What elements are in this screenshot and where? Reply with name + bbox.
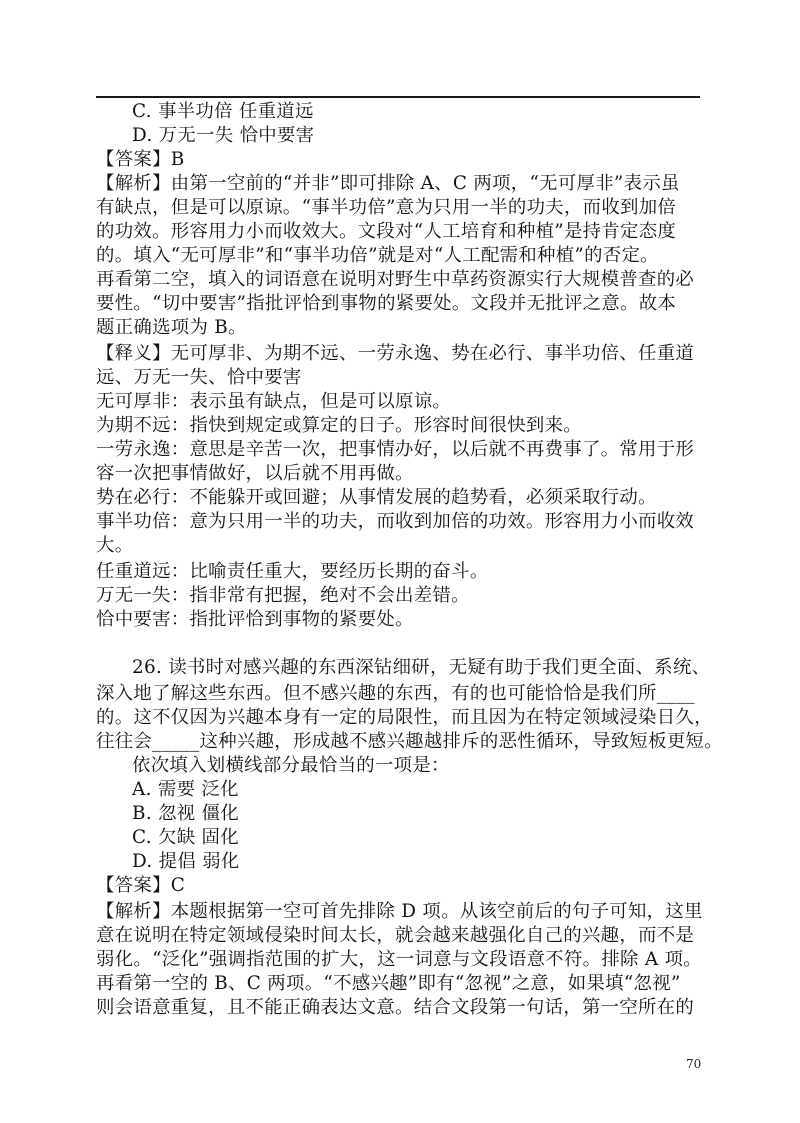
analysis-line: 题正确选项为 B。: [96, 317, 247, 338]
option-a: A. 需要 泛化: [132, 779, 239, 800]
definition-line: 事半功倍：意为只用一半的功夫，而收到加倍的功效。形容用力小而收效: [96, 511, 695, 532]
analysis-line: 再看第二空，填入的词语意在说明对野生中草药资源实行大规模普查的必: [96, 269, 695, 290]
analysis-line: 则会语意重复，且不能正确表达文意。结合文段第一句话，第一空所在的: [96, 997, 695, 1018]
analysis-line: 弱化。“泛化”强调指范围的扩大，这一词意与文段语意不符。排除 A 项。: [96, 949, 702, 970]
definition-line: 【释义】无可厚非、为期不远、一劳永逸、势在必行、事半功倍、任重道: [96, 343, 695, 364]
definition-line: 恰中要害：指批评恰到事物的紧要处。: [96, 609, 414, 630]
definition-line: 远、万无一失、恰中要害: [96, 367, 302, 388]
option-c: C. 欠缺 固化: [132, 827, 239, 848]
answer-label: 【答案】C: [96, 875, 186, 896]
header-rule: [96, 96, 700, 98]
analysis-line: 【解析】由第一空前的“并非”即可排除 A、C 两项，“无可厚非”表示虽: [96, 173, 680, 194]
question-stem-line: 往往会_____这种兴趣，形成越不感兴趣越排斥的恶性循环，导致短板更短。: [96, 731, 723, 752]
question-stem-line: 的。这不仅因为兴趣本身有一定的局限性，而且因为在特定领域浸染日久，: [96, 707, 713, 728]
analysis-line: 再看第一空的 B、C 两项。“不感兴趣”即有“忽视”之意，如果填“忽视”: [96, 973, 681, 994]
definition-line: 无可厚非：表示虽有缺点，但是可以原谅。: [96, 391, 452, 412]
definition-line: 任重道远：比喻责任重大，要经历长期的奋斗。: [96, 561, 489, 582]
analysis-line: 【解析】本题根据第一空可首先排除 D 项。从该空前后的句子可知，这里: [96, 901, 703, 922]
page-number: 70: [686, 1057, 702, 1071]
definition-line: 一劳永逸：意思是辛苦一次，把事情办好，以后就不再费事了。常用于形: [96, 439, 695, 460]
option-d: D. 提倡 弱化: [132, 851, 240, 872]
question-stem-line: 26. 读书时对感兴趣的东西深钻细研，无疑有助于我们更全面、系统、: [132, 657, 711, 678]
definition-line: 容一次把事情做好，以后就不用再做。: [96, 463, 414, 484]
analysis-line: 的功效。形容用力小而收效大。文段对“人工培育和种植”是持肯定态度: [96, 221, 677, 242]
answer-label: 【答案】B: [96, 149, 185, 170]
definition-line: 势在必行：不能躲开或回避；从事情发展的趋势看，必须采取行动。: [96, 487, 657, 508]
analysis-line: 有缺点，但是可以原谅。“事半功倍”意为只用一半的功夫，而收到加倍: [96, 197, 677, 218]
definition-line: 万无一失：指非常有把握，绝对不会出差错。: [96, 585, 470, 606]
analysis-line: 意在说明在特定领域侵染时间太长，就会越来越强化自己的兴趣，而不是: [96, 925, 695, 946]
analysis-line: 的。填入“无可厚非”和“事半功倍”就是对“人工配需和种植”的否定。: [96, 245, 659, 266]
definition-line: 为期不远：指快到规定或算定的日子。形容时间很快到来。: [96, 415, 582, 436]
option-c: C. 事半功倍 任重道远: [132, 101, 314, 122]
analysis-line: 要性。“切中要害”指批评恰到事物的紧要处。文段并无批评之意。故本: [96, 293, 677, 314]
definition-line: 大。: [96, 535, 134, 556]
option-b: B. 忽视 僵化: [132, 803, 240, 824]
question-stem-line: 深入地了解这些东西。但不感兴趣的东西，有的也可能恰恰是我们所____: [96, 683, 695, 704]
question-prompt: 依次填入划横线部分最恰当的一项是：: [132, 755, 450, 776]
option-d: D. 万无一失 恰中要害: [132, 125, 315, 146]
